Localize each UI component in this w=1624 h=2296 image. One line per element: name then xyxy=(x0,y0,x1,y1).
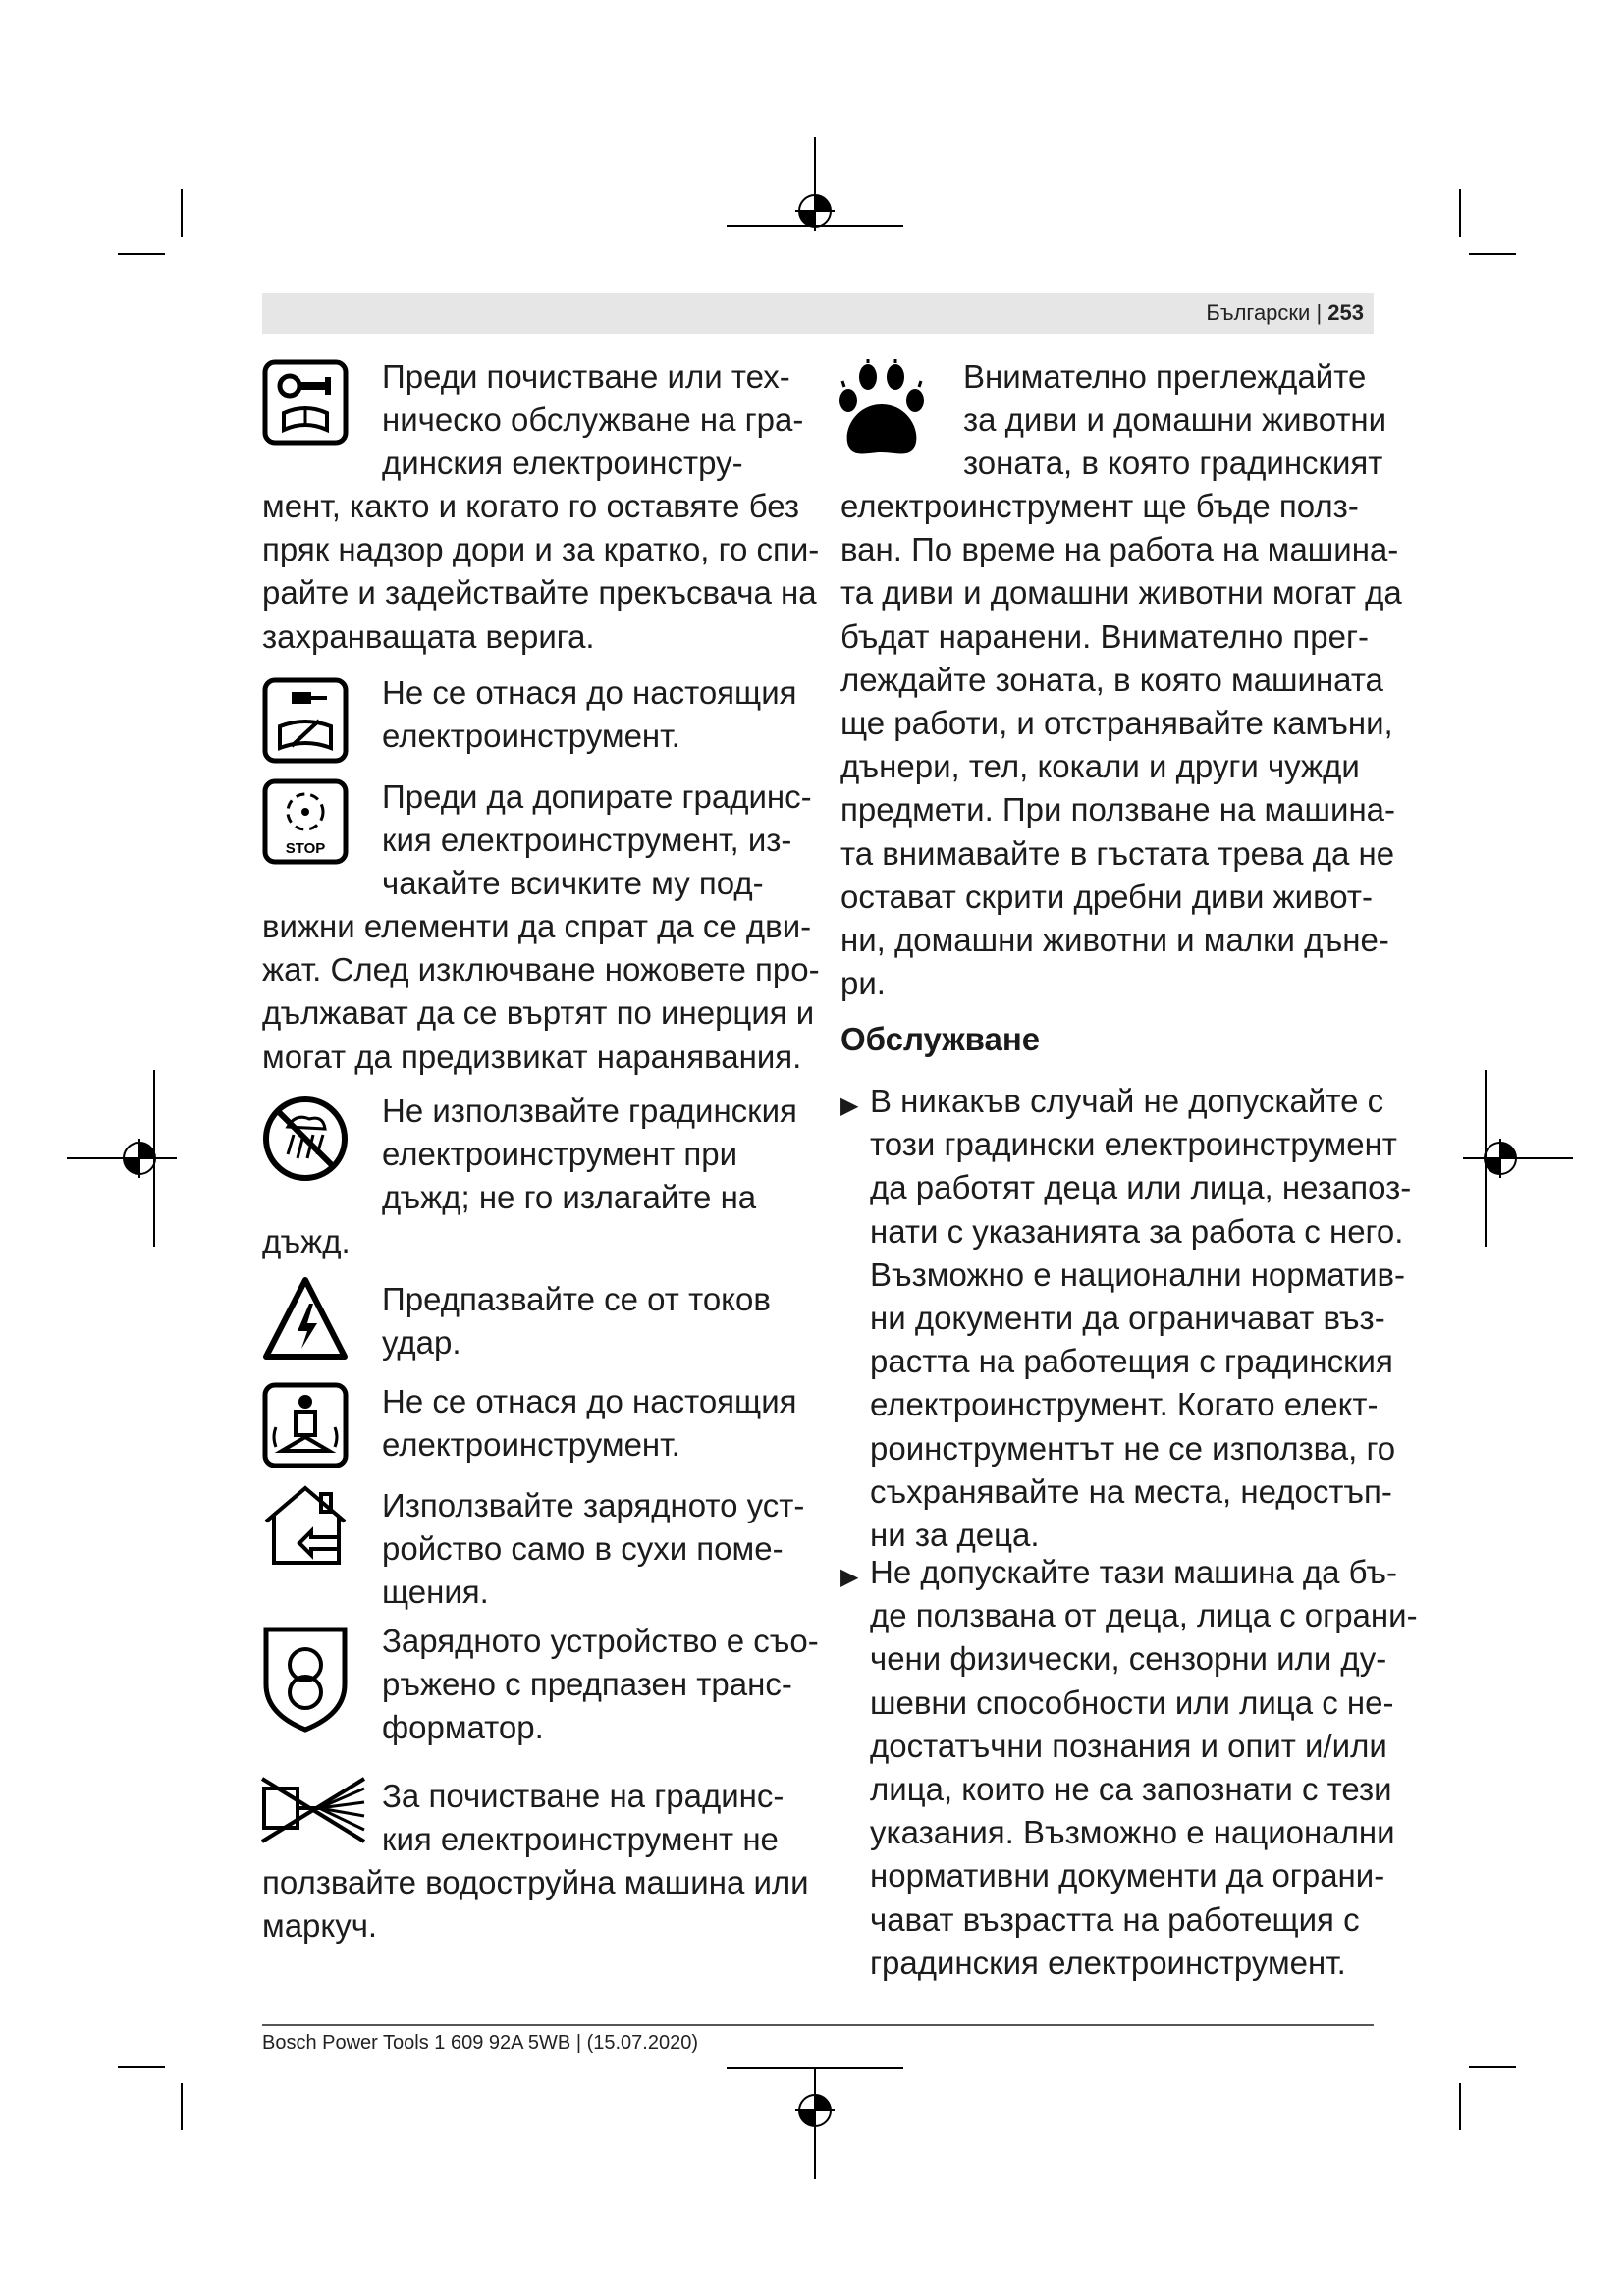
line: достатъчни познания и опит и/или xyxy=(870,1727,1387,1764)
line: Възможно е национални норматив- xyxy=(870,1255,1406,1293)
text-bullet-2 xyxy=(870,1551,1418,1985)
line: захранващата верига. xyxy=(262,617,595,655)
line: електроинструмент. Когато елект- xyxy=(870,1386,1379,1423)
no-rain-icon xyxy=(260,1094,351,1184)
line: жат. След изключване ножовете про- xyxy=(262,951,820,988)
text-indoor-use xyxy=(382,1484,804,1615)
line: за диви и домашни животни xyxy=(963,401,1387,439)
line: могат да предизвикат наранявания. xyxy=(262,1038,802,1075)
line: Не допускайте тази машина да бъ- xyxy=(870,1554,1398,1590)
line: градинския електроинструмент. xyxy=(870,1944,1346,1981)
line: вижни елементи да спрат да се дви- xyxy=(262,908,812,944)
line: бъдат наранени. Внимателно прег- xyxy=(840,617,1370,655)
line: Преди почистване или тех- xyxy=(382,358,790,395)
text-stop-lines-4-7 xyxy=(262,905,820,1079)
line: шевни способности или лица с не- xyxy=(870,1683,1394,1721)
text-maintenance-lines-1-3 xyxy=(382,355,803,486)
line: чени физически, сензорни или ду- xyxy=(870,1640,1387,1678)
line: маркуч. xyxy=(262,1907,378,1945)
crop-mark xyxy=(118,2066,165,2068)
line: ническо обслужване на гра- xyxy=(382,401,804,439)
text-not-applicable-1 xyxy=(382,671,797,758)
line: пряк надзор дори и за кратко, го спи- xyxy=(262,531,820,568)
line: Преди да допирате градинс- xyxy=(382,778,812,815)
electric-shock-warning-icon xyxy=(260,1274,351,1364)
line: електроинструмент при xyxy=(382,1136,738,1173)
line: динския електроинстру- xyxy=(382,445,743,482)
line: дънери, тел, кокали и други чужди xyxy=(840,748,1360,785)
line: лица, които не са запознати с тези xyxy=(870,1771,1392,1808)
line: форматор. xyxy=(382,1709,544,1746)
line: Внимателно преглеждайте xyxy=(963,358,1367,395)
registration-mark-left xyxy=(59,1070,177,1247)
text-electric-shock xyxy=(382,1278,771,1364)
line: остават скрити дребни диви живот- xyxy=(840,878,1374,915)
text-not-applicable-2 xyxy=(382,1380,797,1467)
text-pressure-washer-lines-3-4 xyxy=(262,1861,809,1948)
line: леждайте зоната, в която машината xyxy=(840,661,1383,698)
text-stop-lines-1-3 xyxy=(382,775,812,906)
header-language: Български xyxy=(1206,300,1311,325)
text-bullet-1 xyxy=(870,1080,1411,1557)
line: чакайте всичките му под- xyxy=(382,865,764,902)
no-pressure-washer-icon xyxy=(258,1775,368,1845)
line: зоната, в която градинският xyxy=(963,445,1383,482)
line: ръжено с предпазен транс- xyxy=(382,1666,792,1703)
line: де ползвана от деца, лица с ограни- xyxy=(870,1597,1418,1634)
line: този градински електроинструмент xyxy=(870,1126,1397,1163)
line: ни документи да ограничават въз- xyxy=(870,1300,1385,1337)
line: електроинструмент. xyxy=(382,718,680,755)
footer-rule xyxy=(262,2024,1374,2026)
line: роинструментът не се използва, го xyxy=(870,1429,1396,1467)
registration-mark-right xyxy=(1463,1070,1581,1247)
line: ри. xyxy=(840,965,886,1002)
page-header xyxy=(262,293,1374,334)
line: За почистване на градинс- xyxy=(382,1778,785,1814)
crop-mark xyxy=(118,253,165,255)
text-animals-lines-4-15 xyxy=(840,485,1402,1005)
line: предмети. При ползване на машина- xyxy=(840,791,1396,828)
line: съхранявайте на места, недостъп- xyxy=(870,1472,1392,1510)
crop-mark xyxy=(181,189,183,237)
line: растта на работещия с градинския xyxy=(870,1343,1393,1380)
registration-mark-top xyxy=(727,137,903,294)
line: кия електроинструмент не xyxy=(382,1821,779,1858)
line: В никакъв случай не допускайте с xyxy=(870,1083,1384,1119)
line: щения. xyxy=(382,1574,489,1611)
line: ни, домашни животни и малки дъне- xyxy=(840,922,1389,959)
crop-mark xyxy=(181,2083,183,2130)
line: ни за деца. xyxy=(870,1517,1040,1554)
line: указания. Възможно е национални xyxy=(870,1814,1395,1851)
line: мент, както и когато го оставяте без xyxy=(262,488,799,524)
bullet-arrow-icon: ▶ xyxy=(840,1093,859,1119)
crop-mark xyxy=(1459,2083,1461,2130)
line: ще работи, и отстранявайте камъни, xyxy=(840,705,1393,742)
text-no-rain-lines-1-3 xyxy=(382,1090,797,1220)
footer-text: Bosch Power Tools 1 609 92A 5WB | (15.07.2020) xyxy=(262,2032,698,2054)
line: електроинструмент. xyxy=(382,1426,680,1464)
maintenance-instruction-icon xyxy=(262,359,349,446)
crop-mark xyxy=(1469,253,1516,255)
line: Предпазвайте се от токов xyxy=(382,1281,771,1317)
text-safety-transformer xyxy=(382,1620,819,1750)
line: нормативни документи да ограни- xyxy=(870,1857,1385,1895)
text-pressure-washer-lines-1-2 xyxy=(382,1775,784,1861)
line: удар. xyxy=(382,1324,461,1362)
line: кия електроинструмент, из- xyxy=(382,822,792,859)
line: дължават да се въртят по инерция и xyxy=(262,994,815,1032)
section-heading-maintenance: Обслужване xyxy=(840,1021,1041,1057)
crop-mark xyxy=(1459,189,1461,237)
paw-print-icon xyxy=(835,359,929,461)
not-applicable-person-icon xyxy=(262,1382,349,1468)
line: да работят деца или лица, незапоз- xyxy=(870,1169,1412,1206)
line: та внимавайте в гъстата трева да не xyxy=(840,834,1395,872)
page-number: 253 xyxy=(1327,300,1364,325)
text-maintenance-lines-4-7 xyxy=(262,485,819,659)
not-applicable-icon xyxy=(262,677,349,764)
line: ван. По време на работа на машина- xyxy=(840,531,1399,568)
header-text: Български | 253 xyxy=(1206,300,1364,325)
line: ройство само в сухи поме- xyxy=(382,1530,784,1568)
line: дъжд; не го излагайте на xyxy=(382,1179,757,1216)
line: Не се отнася до настоящия xyxy=(382,1383,797,1419)
line: нати с указанията за работа с него. xyxy=(870,1212,1404,1250)
line: Не използвайте градинския xyxy=(382,1093,797,1129)
crop-mark xyxy=(1469,2066,1516,2068)
line: Зарядното устройство е съо- xyxy=(382,1623,819,1659)
line: райте и задействайте прекъсвача на xyxy=(262,574,817,612)
stop-label: STOP xyxy=(285,840,326,857)
line: Не се отнася до настоящия xyxy=(382,674,797,711)
indoor-use-only-icon xyxy=(260,1482,351,1571)
safety-transformer-icon xyxy=(260,1624,351,1734)
line: ползвайте водоструйна машина или xyxy=(262,1864,809,1900)
bullet-arrow-icon: ▶ xyxy=(840,1564,859,1590)
line: чават възрастта на работещия с xyxy=(870,1900,1360,1938)
stop-moving-parts-icon xyxy=(262,778,349,865)
registration-mark-bottom xyxy=(727,2066,903,2184)
text-animals-lines-1-3 xyxy=(963,355,1386,486)
line: Използвайте зарядното уст- xyxy=(382,1487,805,1523)
line: та диви и домашни животни могат да xyxy=(840,574,1402,612)
line: дъжд. xyxy=(262,1223,351,1259)
text-no-rain-line-4 xyxy=(262,1220,351,1263)
line: електроинструмент ще бъде полз- xyxy=(840,488,1359,524)
